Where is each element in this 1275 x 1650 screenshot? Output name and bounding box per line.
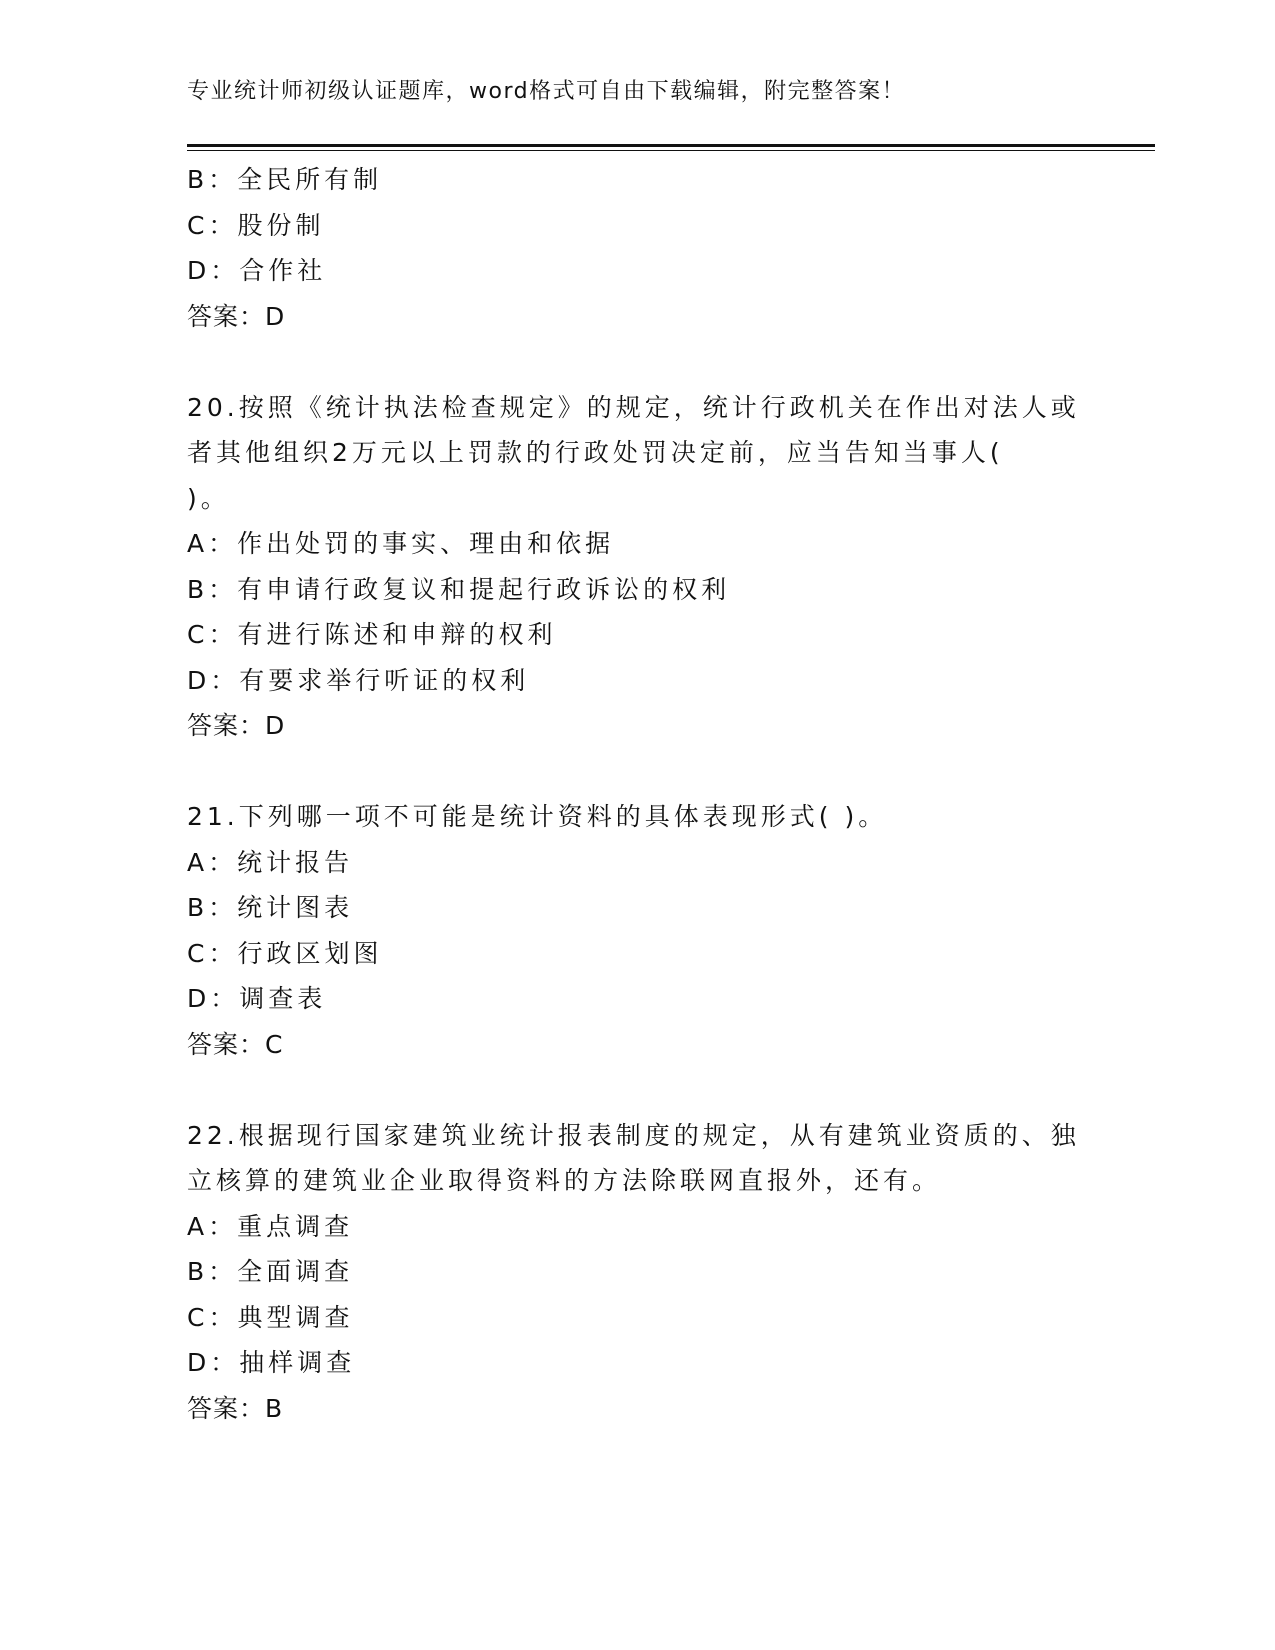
spacer [187, 1067, 1087, 1113]
answer-line: 答案：C [187, 1029, 284, 1059]
spacer [187, 339, 1087, 385]
option-b: B：全民所有制 [187, 165, 383, 194]
option-c: C：有进行陈述和申辩的权利 [187, 620, 557, 649]
question-block-21 [187, 794, 1087, 1067]
option-d: D：有要求举行听证的权利 [187, 665, 530, 695]
question-stem-line: 22.根据现行国家建筑业统计报表制度的规定，从有建筑业资质的、独 [187, 1120, 1080, 1150]
option-d: D：调查表 [187, 984, 327, 1013]
question-stem-line: )。 [187, 483, 230, 513]
spacer [187, 749, 1087, 795]
question-stem-line: 20.按照《统计执法检查规定》的规定，统计行政机关在作出对法人或 [187, 392, 1080, 422]
question-stem-line: 21.下列哪一项不可能是统计资料的具体表现形式( )。 [187, 802, 888, 831]
question-stem-line: 者其他组织2万元以上罚款的行政处罚决定前，应当告知当事人( [187, 438, 1004, 467]
option-d: D：抽样调查 [187, 1348, 356, 1377]
option-a: A：重点调查 [187, 1211, 354, 1241]
option-b: B：全面调查 [187, 1257, 354, 1286]
header-rule-thick [187, 144, 1155, 147]
option-b: B：有申请行政复议和提起行政诉讼的权利 [187, 574, 731, 604]
answer-line: 答案：B [187, 1393, 284, 1423]
option-d: D：合作社 [187, 256, 327, 285]
option-a: A：统计报告 [187, 847, 354, 877]
option-c: C：典型调查 [187, 1302, 354, 1332]
option-a: A：作出处罚的事实、理由和依据 [187, 529, 615, 558]
question-stem-line: 立核算的建筑业企业取得资料的方法除联网直报外，还有。 [187, 1166, 942, 1195]
option-b: B：统计图表 [187, 893, 354, 922]
document-body [187, 157, 1087, 1431]
question-block-prev [187, 157, 1087, 339]
option-c: C：行政区划图 [187, 938, 383, 968]
header-rule-thin [187, 150, 1155, 151]
page-header-text: 专业统计师初级认证题库，word格式可自由下载编辑，附完整答案！ [187, 79, 906, 104]
question-block-20 [187, 385, 1087, 749]
answer-line: 答案：D [187, 301, 286, 331]
question-block-22 [187, 1113, 1087, 1432]
option-c: C：股份制 [187, 210, 325, 240]
answer-line: 答案：D [187, 711, 286, 740]
